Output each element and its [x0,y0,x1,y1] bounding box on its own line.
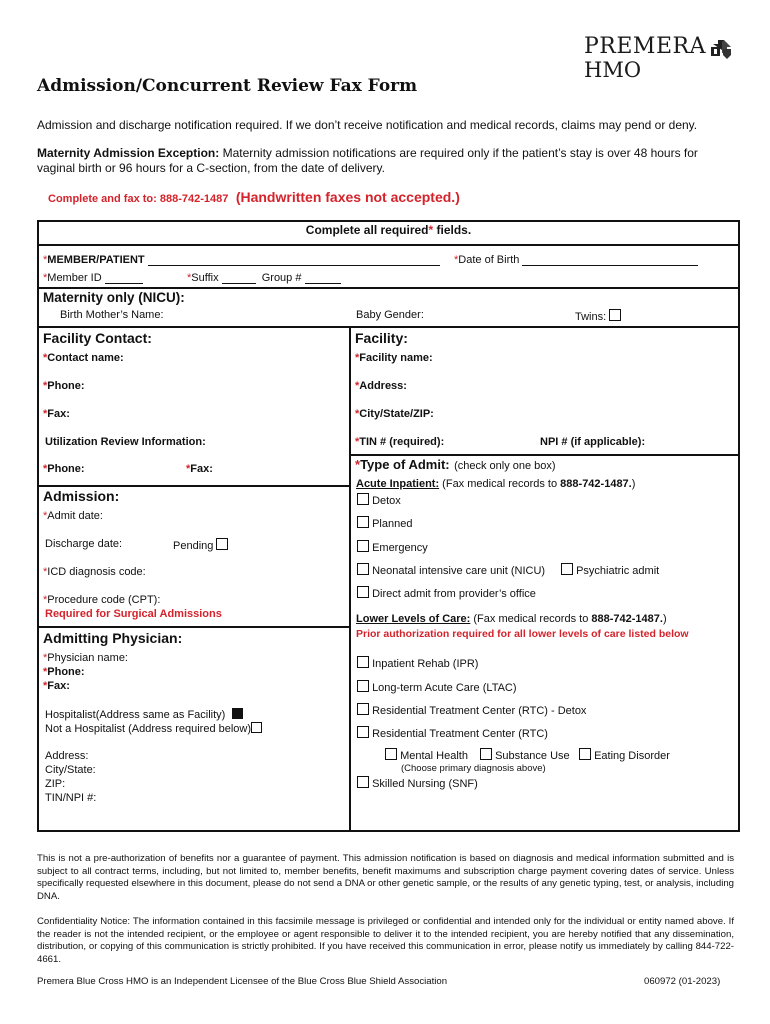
column-divider [349,326,351,832]
form-code: 060972 (01-2023) [644,976,721,987]
direct-admit-checkbox[interactable] [357,586,369,598]
tin-field[interactable]: *TIN # (required): [355,436,445,448]
physician-name-field[interactable]: *Physician name: [43,652,128,664]
facility-address-field[interactable]: *Address: [355,380,407,392]
baby-gender-label[interactable]: Baby Gender: [356,309,424,321]
disclaimer-text: This is not a pre-authorization of benefits nor a guarantee of payment. This admission notification is based on diagnosis and medical information submitted and is subject to all contract terms, including, but not limited to, member benefits, benefit maximums and subscription charge payment covering dates of service. Unless specifically requested elsewhere in this document, please do not send a DNA or other genetic sample, or the results of any genetic typing, test, or analysis, including DNA. [37,853,734,902]
eating-disorder-checkbox[interactable] [579,748,591,760]
licensee-text: Premera Blue Cross HMO is an Independent Licensee of the Blue Cross Blue Shield Association [37,976,448,987]
type-of-admit-heading: *Type of Admit: (check only one box) [355,457,556,472]
substance-use-label: Substance Use [495,750,570,762]
nicu-label: Neonatal intensive care unit (NICU) [372,565,546,577]
acute-inpatient-heading [356,478,635,490]
notification-notice: Admission and discharge notification required. If we don’t receive notification and medical records, claims may pend or deny. [37,118,698,132]
ur-fax-label: Fax: [190,463,213,475]
tin-label: TIN # (required): [359,436,445,448]
hospitalist-checkbox[interactable] [232,708,243,719]
lower-label: Lower Levels of Care: [356,613,471,625]
facility-section-title: Facility: [355,330,408,346]
group-line[interactable] [305,283,341,284]
pending-label: Pending [173,540,214,552]
ur-info-label: Utilization Review Information: [45,436,206,448]
physician-tin-label[interactable]: TIN/NPI #: [45,792,97,804]
option-direct-admit[interactable] [357,586,536,600]
date-of-birth-line[interactable] [522,265,698,266]
facility-name-label: Facility name: [359,352,433,364]
twins-checkbox[interactable] [609,309,621,321]
divider [37,244,740,246]
logo-line2: HMO [584,58,642,82]
option-emergency[interactable] [357,540,428,554]
fax-number-label: Complete and fax to: 888-742-1487 [48,193,229,205]
not-hospitalist-label: Not a Hospitalist (Address required below) [45,723,252,735]
divider [37,626,350,628]
handwritten-note: (Handwritten faxes not accepted.) [235,189,460,205]
date-of-birth-field[interactable]: *Date of Birth [454,254,698,266]
detox-label: Detox [372,495,401,507]
prior-auth-note: Prior authorization required for all lower levels of care listed below [356,628,689,640]
member-patient-line[interactable] [148,265,440,266]
rtc-label: Residential Treatment Center (RTC) [372,728,548,740]
admit-date-label: Admit date: [47,510,103,522]
lower-fax: 888-742-1487. [591,613,663,625]
maternity-exception-label: Maternity Admission Exception: [37,146,220,160]
not-hospitalist-checkbox[interactable] [251,722,262,733]
contact-phone-field[interactable]: *Phone: [43,380,85,392]
physician-phone-field[interactable]: *Phone: [43,666,85,678]
required-post: fields. [433,223,472,237]
member-id-field[interactable]: *Member ID [43,272,143,284]
cpt-label: Procedure code (CPT): [47,594,161,606]
contact-fax-label: Fax: [47,408,70,420]
snf-checkbox[interactable] [357,776,369,788]
hospitalist-field[interactable] [45,708,243,721]
fax-instructions [48,189,460,207]
lower-note-post: ) [662,613,667,625]
acute-label: Acute Inpatient: [356,478,440,490]
required-star: * [428,223,434,237]
nicu-checkbox[interactable] [357,563,369,575]
option-mental-health[interactable] [385,748,468,762]
type-of-admit-title: Type of Admit: [360,457,450,472]
ur-fax-field[interactable]: *Fax: [186,463,213,475]
member-patient-field[interactable]: *MEMBER/PATIENT [43,254,440,266]
option-planned[interactable] [357,516,412,530]
pending-checkbox[interactable] [216,538,228,550]
mental-health-checkbox[interactable] [385,748,397,760]
physician-fax-label: Fax: [47,680,70,692]
group-label: Group # [261,272,302,284]
rtc-detox-label: Residential Treatment Center (RTC) - Detox [372,705,587,717]
contact-fax-field[interactable]: *Fax: [43,408,70,420]
acute-note-pre: (Fax medical records to [439,478,561,490]
premera-logo [584,35,706,81]
option-ipr[interactable] [357,656,478,670]
choose-primary-note: (Choose primary diagnosis above) [401,763,546,774]
lower-levels-heading [356,613,667,625]
suffix-label: Suffix [191,272,219,284]
rtc-checkbox[interactable] [357,726,369,738]
facility-contact-title: Facility Contact: [43,330,152,346]
cpt-field[interactable]: *Procedure code (CPT): [43,594,161,606]
ipr-label: Inpatient Rehab (IPR) [372,658,479,670]
suffix-line[interactable] [222,283,256,284]
page-title: Admission/Concurrent Review Fax Form [37,76,418,96]
lower-note-pre: (Fax medical records to [470,613,592,625]
facility-name-field[interactable]: *Facility name: [355,352,433,364]
planned-label: Planned [372,518,413,530]
direct-admit-label: Direct admit from provider’s office [372,588,536,600]
admitting-physician-title: Admitting Physician: [43,630,183,646]
member-patient-label: MEMBER/PATIENT [47,254,145,266]
physician-phone-label: Phone: [47,666,85,678]
physician-name-label: Physician name: [47,652,128,664]
rtc-detox-checkbox[interactable] [357,703,369,715]
physician-fax-field[interactable]: *Fax: [43,680,70,692]
divider [37,326,740,328]
member-id-line[interactable] [105,283,143,284]
required-pre: Complete all required [305,223,429,237]
ltac-checkbox[interactable] [357,680,369,692]
physician-address-label[interactable]: Address: [45,750,89,762]
psych-checkbox[interactable] [561,563,573,575]
ltac-label: Long-term Acute Care (LTAC) [372,682,517,694]
divider [37,287,740,289]
maternity-section-title: Maternity only (NICU): [43,290,185,305]
ur-phone-field[interactable]: *Phone: [43,463,85,475]
facility-address-label: Address: [359,380,407,392]
option-nicu[interactable] [357,563,545,577]
mental-health-label: Mental Health [400,750,468,762]
detox-checkbox[interactable] [357,493,369,505]
contact-phone-label: Phone: [47,380,85,392]
emergency-checkbox[interactable] [357,540,369,552]
facility-city-field[interactable]: *City/State/ZIP: [355,408,434,420]
pending-field[interactable] [173,538,228,552]
hospitalist-label: Hospitalist(Address same as Facility) [45,709,226,721]
cross-shield-icon [710,38,734,60]
discharge-date-label[interactable]: Discharge date: [45,538,123,550]
substance-use-checkbox[interactable] [480,748,492,760]
option-substance-use[interactable] [480,748,570,762]
acute-fax: 888-742-1487. [560,478,632,490]
option-rtc[interactable] [357,726,548,740]
icd-label: ICD diagnosis code: [47,566,146,578]
not-hospitalist-field[interactable] [45,722,262,735]
emergency-label: Emergency [372,542,428,554]
suffix-field[interactable]: *Suffix Group # [187,272,341,284]
option-detox[interactable] [357,493,401,507]
member-id-label: Member ID [47,272,102,284]
physician-city-label[interactable]: City/State: [45,764,96,776]
snf-label: Skilled Nursing (SNF) [372,778,478,790]
option-rtc-detox[interactable] [357,703,586,717]
icd-field[interactable]: *ICD diagnosis code: [43,566,146,578]
logo-line1: PREMERA [584,34,706,59]
physician-zip-label[interactable]: ZIP: [45,778,66,790]
contact-name-label: Contact name: [47,352,124,364]
ipr-checkbox[interactable] [357,656,369,668]
birth-mother-label[interactable]: Birth Mother’s Name: [60,309,164,321]
admission-section-title: Admission: [43,488,120,504]
ur-phone-label: Phone: [47,463,85,475]
option-psych[interactable] [561,563,659,577]
maternity-exception-text: Maternity admission notifications are required only if the patient’s stay is over 48 hours for vaginal birth or 96 hours for a C-section, from the date of delivery. [37,146,698,175]
contact-name-field[interactable]: *Contact name: [43,352,124,364]
planned-checkbox[interactable] [357,516,369,528]
divider [37,485,350,487]
confidentiality-notice: Confidentiality Notice: The information contained in this facsimile message is privileged or confidential and intended only for the individual or entity named above. If the reader is not the intended recipient, or the employee or agent responsible to deliver it to the intended recipient, you are hereby notified that any dissemination, distribution, or copying of this communication is strictly prohibited. If you have received this communication in error, please notify us immediately by calling 844-722-4661. [37,916,734,965]
psych-label: Psychiatric admit [576,565,660,577]
option-snf[interactable] [357,776,478,790]
npi-label[interactable]: NPI # (if applicable): [540,436,646,448]
cpt-note: Required for Surgical Admissions [45,608,222,620]
type-of-admit-note: (check only one box) [454,460,556,472]
admit-date-field[interactable]: *Admit date: [43,510,103,522]
maternity-exception [37,146,737,176]
twins-label: Twins: [575,311,607,323]
required-fields-note [37,223,740,237]
twins-field[interactable] [575,309,621,323]
option-ltac[interactable] [357,680,517,694]
date-of-birth-label: Date of Birth [458,254,520,266]
facility-city-label: City/State/ZIP: [359,408,434,420]
option-eating-disorder[interactable] [579,748,670,762]
acute-note-post: ) [631,478,636,490]
eating-disorder-label: Eating Disorder [594,750,670,762]
